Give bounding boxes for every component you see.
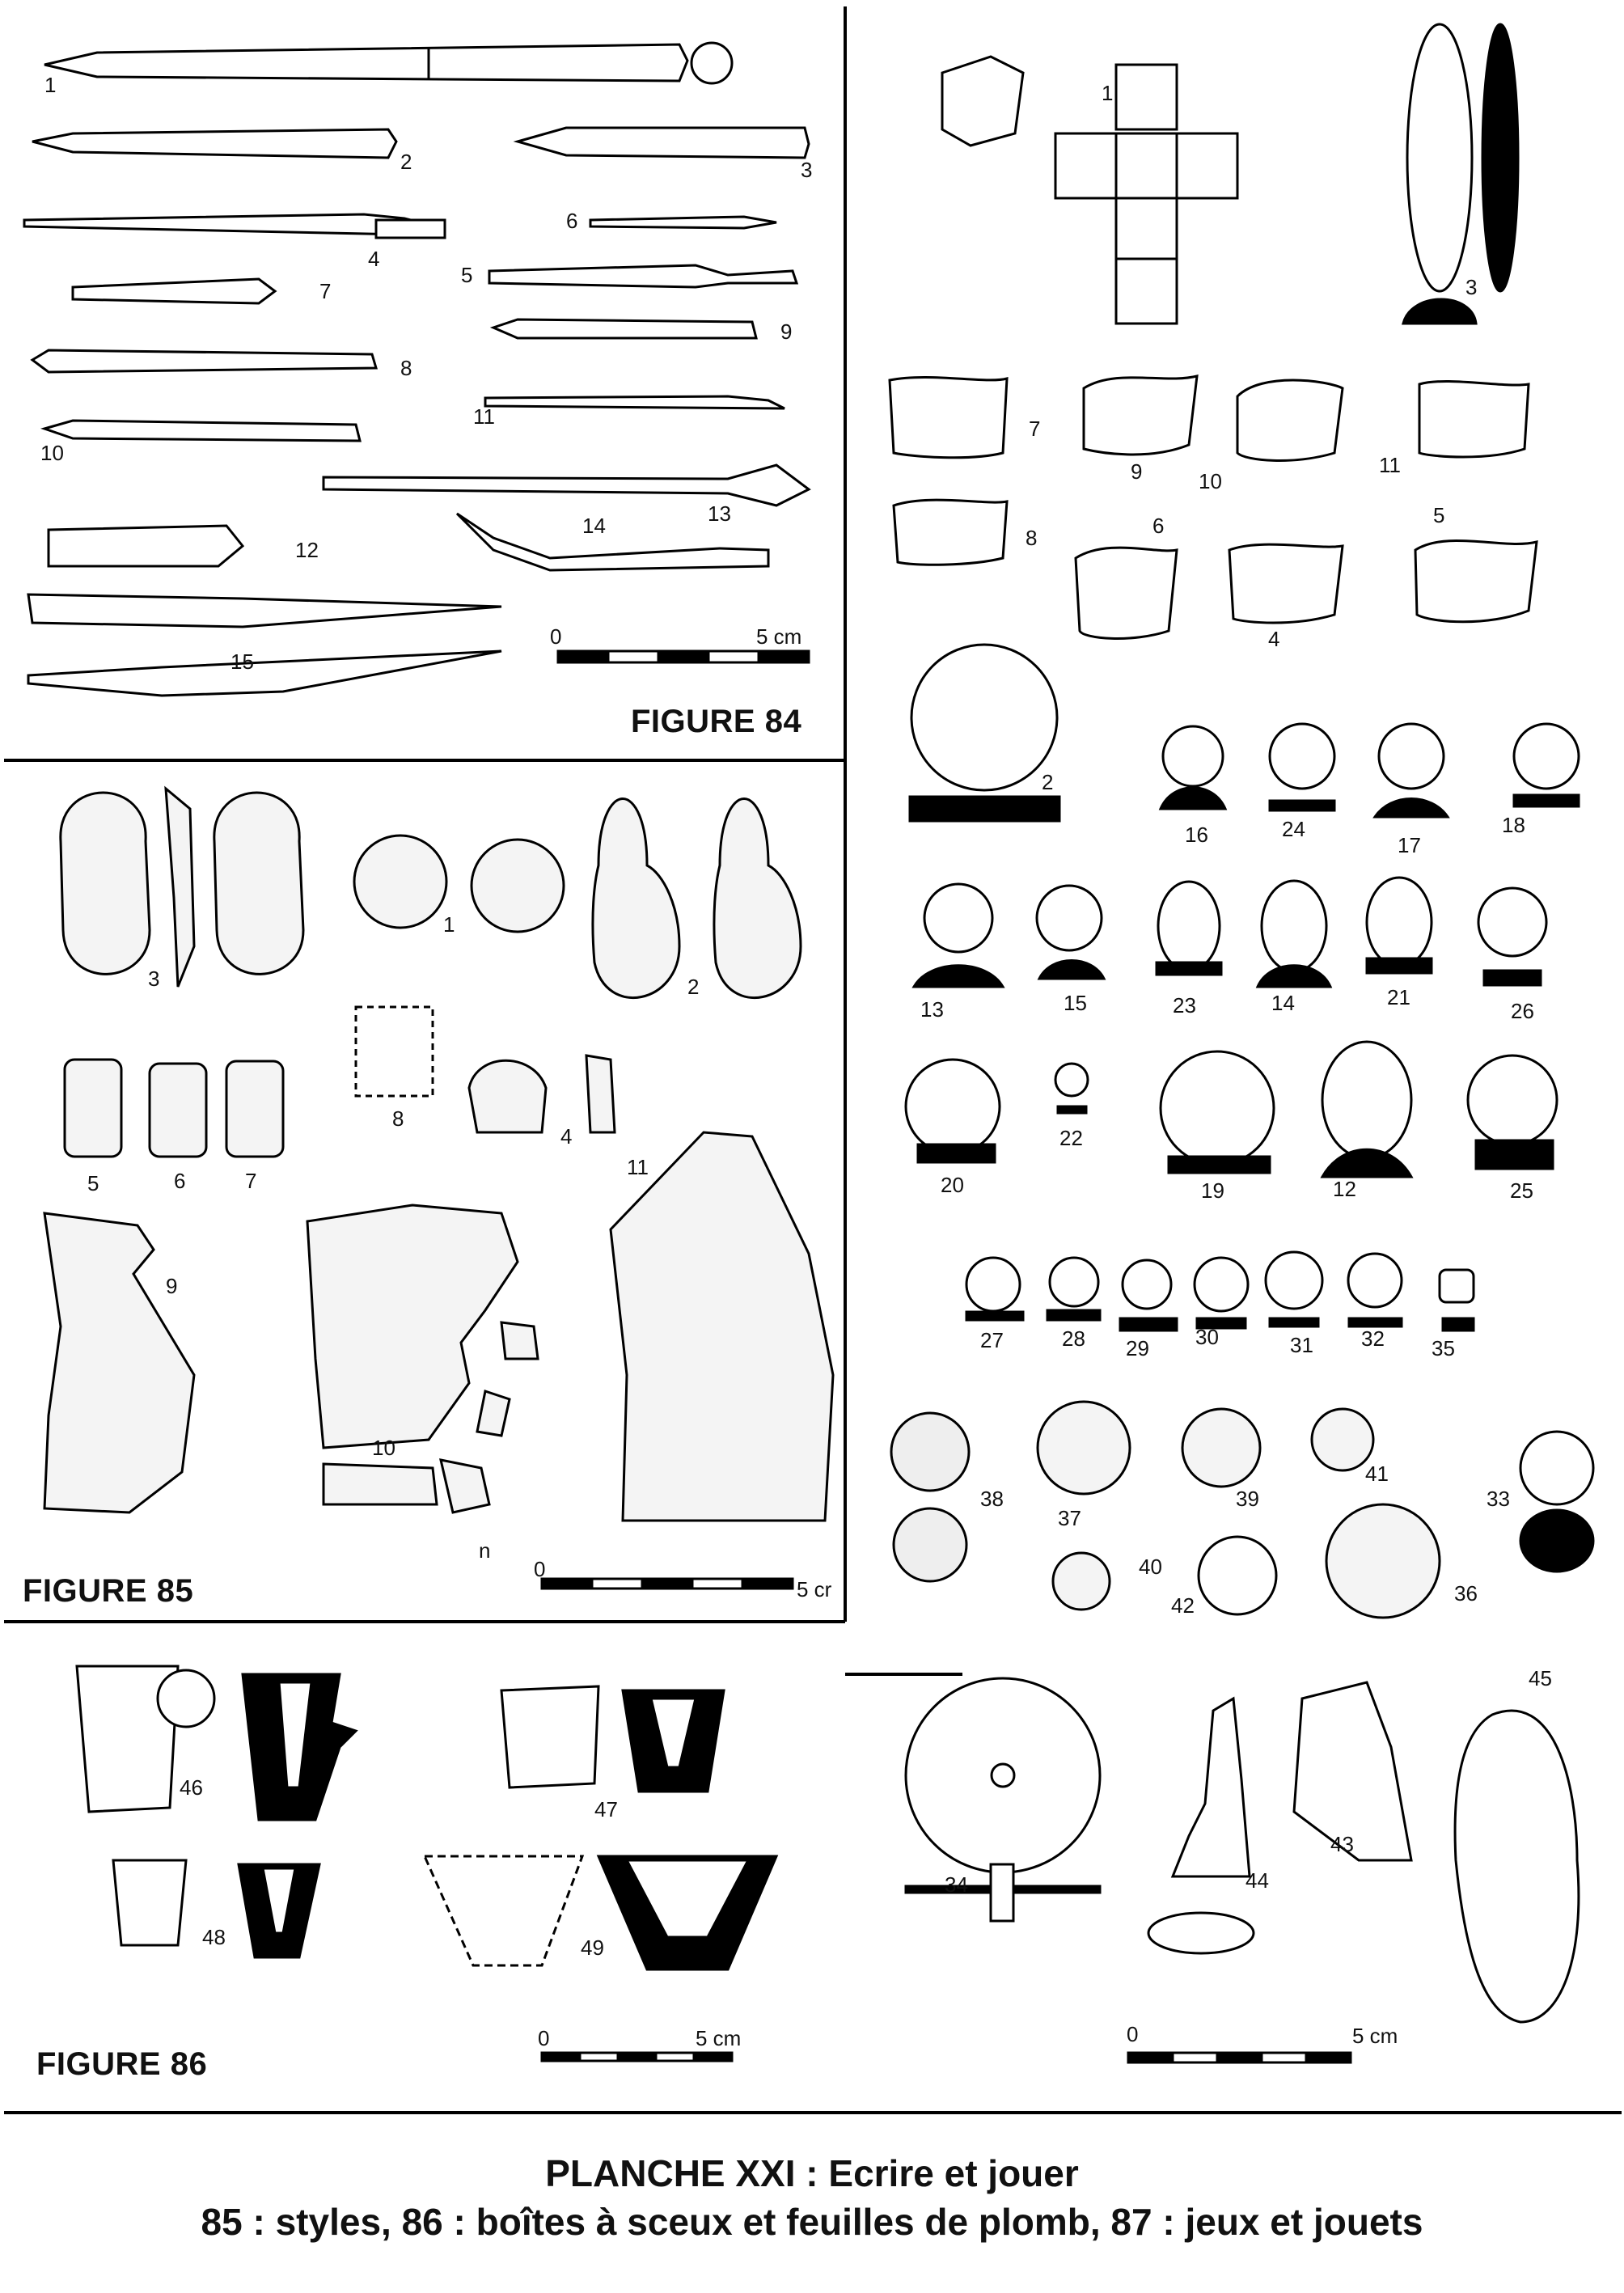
object-number: 18 — [1502, 813, 1525, 837]
object-number: 4 — [1268, 627, 1280, 651]
object-number: 13 — [708, 501, 731, 526]
fig87-scale — [1128, 2053, 1351, 2062]
object-number: 10 — [1199, 469, 1222, 493]
object-number: 23 — [1173, 993, 1196, 1017]
object-number: 43 — [1330, 1832, 1354, 1856]
object-number: 15 — [1064, 991, 1087, 1015]
figure-85-label: FIGURE 85 — [23, 1573, 194, 1609]
fig86-scale-zero: 0 — [538, 2026, 550, 2050]
object-number: 35 — [1432, 1336, 1455, 1360]
object-number: 7 — [245, 1169, 257, 1193]
object-number: 46 — [180, 1775, 203, 1800]
object-number: 7 — [1029, 417, 1041, 441]
object-number: 3 — [801, 158, 813, 182]
fig85-scale-zero: 0 — [534, 1557, 546, 1581]
object-number: 6 — [174, 1169, 186, 1193]
object-number: 22 — [1059, 1126, 1083, 1150]
object-number: 1 — [443, 912, 455, 937]
fig85-objects — [44, 789, 833, 1521]
object-number: 10 — [372, 1436, 395, 1460]
object-number: 30 — [1195, 1325, 1219, 1349]
object-number: 5 — [1433, 503, 1445, 527]
object-number: 24 — [1282, 817, 1305, 841]
object-number: 28 — [1062, 1326, 1085, 1351]
object-number: 15 — [230, 649, 254, 674]
object-number: 3 — [148, 967, 160, 991]
fig84-styli — [24, 43, 809, 696]
fig87-shuttle — [1403, 24, 1518, 324]
object-number: 8 — [400, 356, 412, 380]
object-number: 12 — [1333, 1177, 1356, 1201]
object-number: 4 — [368, 247, 380, 271]
object-number: 21 — [1387, 985, 1410, 1009]
fig87-scale-zero: 0 — [1127, 2022, 1139, 2046]
object-number: 40 — [1139, 1555, 1162, 1579]
object-number: 19 — [1201, 1178, 1224, 1203]
object-number: 33 — [1487, 1487, 1510, 1511]
figure-86-label: FIGURE 86 — [36, 2046, 208, 2082]
object-number: 16 — [1185, 823, 1208, 847]
object-number: 29 — [1126, 1336, 1149, 1360]
object-number: 39 — [1236, 1487, 1259, 1511]
object-number: 26 — [1511, 999, 1534, 1023]
object-number: 9 — [780, 319, 793, 344]
fig84-scale-zero: 0 — [550, 624, 562, 649]
object-number: 5 — [87, 1171, 99, 1195]
fig87-figurines — [1148, 1682, 1579, 2022]
fig86-scale — [542, 2053, 732, 2061]
object-number: 2 — [400, 150, 412, 174]
figure-84-label: FIGURE 84 — [631, 704, 802, 739]
object-number: 38 — [980, 1487, 1004, 1511]
object-number: 36 — [1454, 1581, 1478, 1606]
object-number: 9 — [166, 1274, 178, 1298]
object-number: 20 — [941, 1173, 964, 1197]
fig87-spinning-top — [906, 1678, 1100, 1921]
object-number: 2 — [687, 975, 700, 999]
object-number: 27 — [980, 1328, 1004, 1352]
fig84-scale — [558, 651, 809, 662]
object-number: 6 — [1152, 514, 1165, 538]
object-number: 34 — [945, 1872, 968, 1897]
object-number: 11 — [1379, 453, 1401, 477]
object-number: 7 — [319, 279, 332, 303]
plate-subtitle: 85 : styles, 86 : boîtes à sceux et feuilles de plomb, 87 : jeux et jouets — [201, 2201, 1423, 2243]
object-number: 1 — [1102, 81, 1114, 105]
object-number: 17 — [1398, 833, 1421, 857]
object-number: 2 — [1042, 770, 1054, 794]
object-number: 1 — [44, 73, 57, 97]
object-number: 13 — [920, 997, 944, 1022]
object-number: 48 — [202, 1925, 226, 1949]
object-number: 11 — [473, 404, 495, 429]
fig86-objects — [77, 1666, 776, 1969]
object-number: 6 — [566, 209, 578, 233]
fig87-scale-end: 5 cm — [1352, 2024, 1398, 2048]
object-number: 45 — [1529, 1666, 1552, 1690]
object-number: 8 — [1026, 526, 1038, 550]
object-number: 47 — [594, 1797, 618, 1821]
object-number: 4 — [560, 1124, 573, 1149]
fig87-dice — [942, 57, 1237, 324]
object-number: 25 — [1510, 1178, 1533, 1203]
object-number: 32 — [1361, 1326, 1385, 1351]
object-number: 9 — [1131, 459, 1143, 484]
object-number: 12 — [295, 538, 319, 562]
plate-title: PLANCHE XXI : Ecrire et jouer — [545, 2152, 1079, 2194]
object-number: 37 — [1058, 1506, 1081, 1530]
object-number: 41 — [1365, 1462, 1389, 1486]
object-number: 10 — [40, 441, 64, 465]
object-number: 8 — [392, 1106, 404, 1131]
object-number: n — [479, 1538, 491, 1563]
object-number: 42 — [1171, 1593, 1195, 1618]
object-number: 14 — [1271, 991, 1295, 1015]
fig87-small-discs — [966, 1252, 1474, 1331]
fig87-tokens — [906, 645, 1579, 1177]
object-number: 44 — [1245, 1868, 1269, 1893]
fig86-scale-end: 5 cm — [696, 2026, 742, 2050]
fig84-scale-end: 5 cm — [756, 624, 802, 649]
object-number: 49 — [581, 1936, 604, 1960]
object-number: 14 — [582, 514, 606, 538]
object-number: 11 — [627, 1155, 649, 1179]
object-number: 31 — [1290, 1333, 1313, 1357]
fig85-scale-end: 5 cr — [797, 1577, 832, 1601]
fig85-scale — [542, 1579, 793, 1589]
object-number: 5 — [461, 263, 473, 287]
object-number: 3 — [1465, 275, 1478, 299]
